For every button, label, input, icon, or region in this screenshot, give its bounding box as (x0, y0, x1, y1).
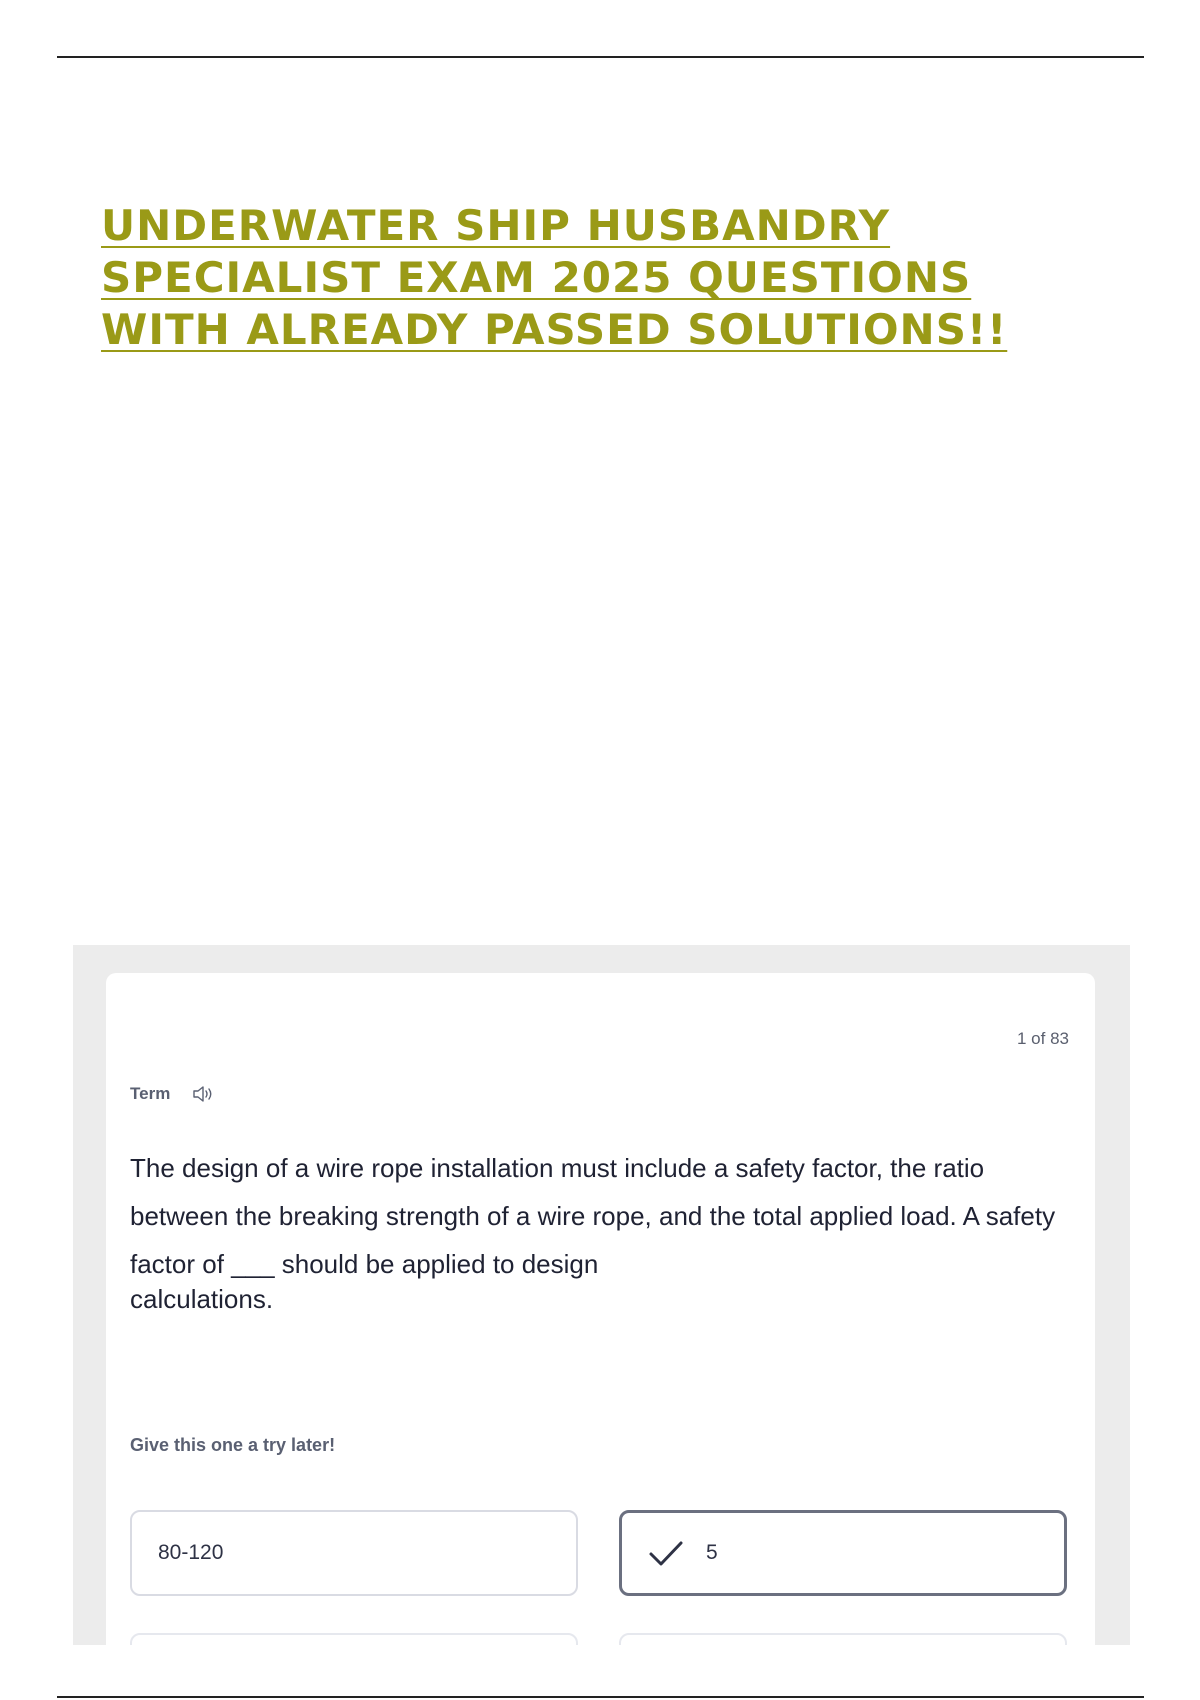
speaker-icon[interactable] (192, 1085, 214, 1103)
card-counter: 1 of 83 (1017, 1029, 1069, 1048)
title-line-1: UNDERWATER SHIP HUSBANDRY (101, 201, 891, 250)
check-icon (648, 1539, 684, 1567)
term-label: Term (130, 1084, 171, 1103)
top-rule (57, 56, 1144, 58)
answer-option-2-correct[interactable] (619, 1510, 1067, 1596)
flashcard-screenshot (73, 945, 1130, 1645)
answer-option-4[interactable] (619, 1633, 1067, 1645)
answer-option-1[interactable] (130, 1510, 578, 1596)
answer-option-3[interactable] (130, 1633, 578, 1645)
answer-option-label: 80-120 (158, 1541, 224, 1564)
answer-option-label: 5 (706, 1541, 718, 1564)
document-title (101, 200, 1081, 356)
question-line-1: The design of a wire rope installation must include a safety factor, the ratio between the breaking strength of a wire rope, and the total applied load. A safety factor of ___ should be applied to design (130, 1153, 1056, 1279)
try-later-hint: Give this one a try later! (130, 1435, 336, 1455)
question-text (130, 1144, 1070, 1314)
flashcard (106, 973, 1095, 1645)
title-line-3: WITH ALREADY PASSED SOLUTIONS!! (101, 305, 1008, 354)
question-line-2: calculations. (130, 1284, 274, 1314)
bottom-rule (57, 1696, 1144, 1698)
term-header (130, 1084, 214, 1104)
title-line-2: SPECIALIST EXAM 2025 QUESTIONS (101, 253, 972, 302)
